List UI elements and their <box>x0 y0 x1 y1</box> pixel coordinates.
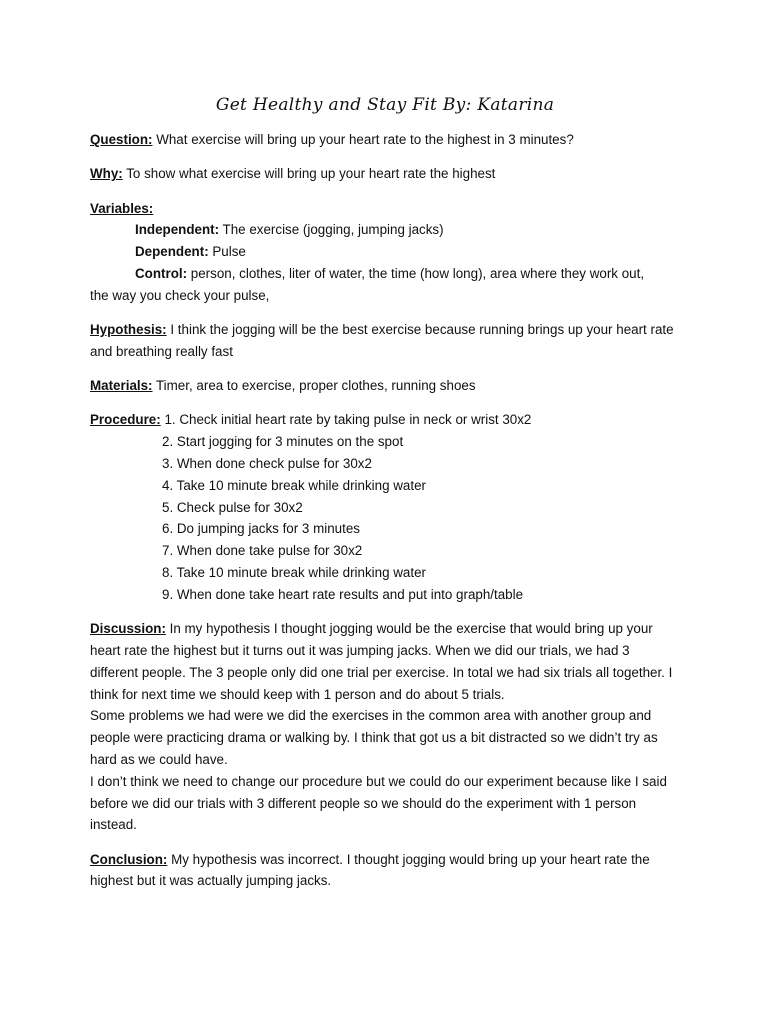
procedure-step-7: 7. When done take pulse for 30x2 <box>162 543 363 559</box>
control-variable <box>90 263 680 285</box>
discussion-label: Discussion: <box>90 621 166 637</box>
why-text: To show what exercise will bring up your heart rate the highest <box>122 166 496 182</box>
materials-label: Materials: <box>90 378 153 394</box>
question-label: Question: <box>90 132 153 147</box>
hypothesis-label: Hypothesis: <box>90 322 167 338</box>
why-label: Why: <box>90 166 123 182</box>
procedure-step-1: 1. Check initial heart rate by taking pulse in neck or wrist 30x2 <box>164 412 532 428</box>
conclusion-label: Conclusion: <box>90 851 168 867</box>
procedure-step-4: 4. Take 10 minute break while drinking water <box>162 477 426 493</box>
procedure-list <box>90 431 680 605</box>
procedure-step-9: 9. When done take heart rate results and put into graph/table <box>162 586 524 602</box>
discussion-text-1: In my hypothesis I thought jogging would be the exercise that would bring up your heart rate the highest but it turns out it was jumping jacks. When we did our trials, we had 3 different people. The 3 people only did one trial per exercise. In total we had six trials all together. I think for next time we should keep with 1 person and do about 5 trials. <box>90 621 673 702</box>
hypothesis-paragraph <box>90 319 680 363</box>
control-continuation: the way you check your pulse, <box>90 287 270 303</box>
question-paragraph <box>90 129 680 151</box>
procedure-label: Procedure: <box>90 412 161 428</box>
conclusion-text: My hypothesis was incorrect. I thought jogging would bring up your heart rate the highest but it was actually jumping jacks. <box>90 851 650 889</box>
control-text: person, clothes, liter of water, the time (how long), area where they work out, <box>187 265 645 281</box>
procedure-step-3: 3. When done check pulse for 30x2 <box>162 456 372 472</box>
question-text: What exercise will bring up your heart rate to the highest in 3 minutes? <box>152 132 574 147</box>
independent-variable <box>90 219 680 241</box>
materials-text: Timer, area to exercise, proper clothes, running shoes <box>152 378 476 394</box>
document-title: Get Healthy and Stay Fit By: Katarina <box>215 95 555 115</box>
dependent-variable <box>90 241 680 263</box>
conclusion-paragraph <box>90 849 680 893</box>
procedure-step-5: 5. Check pulse for 30x2 <box>162 499 303 515</box>
procedure-step-8: 8. Take 10 minute break while drinking water <box>162 565 426 581</box>
document-page <box>90 92 680 905</box>
procedure-step-2: 2. Start jogging for 3 minutes on the spot <box>162 434 404 450</box>
dependent-label: Dependent: <box>135 244 209 260</box>
discussion-paragraph-1 <box>90 618 680 705</box>
hypothesis-text: I think the jogging will be the best exercise because running brings up your heart rate and breathing really fast <box>90 322 674 359</box>
variables-label: Variables: <box>90 200 154 216</box>
procedure-step-6: 6. Do jumping jacks for 3 minutes <box>162 521 360 537</box>
procedure-section <box>90 409 680 605</box>
discussion-paragraph-2: Some problems we had were we did the exercises in the common area with another group and people were practicing drama or walking by. I think that got us a bit distracted so we didn’t try as hard as we could have. <box>90 708 658 767</box>
control-label: Control: <box>135 265 188 281</box>
discussion-paragraph-3: I don’t think we need to change our procedure but we could do our experiment because like I said before we did our trials with 3 different people so we should do the experiment with 1 person instead. <box>90 773 667 833</box>
independent-label: Independent: <box>135 222 220 238</box>
variables-section <box>90 198 680 307</box>
materials-paragraph <box>90 375 680 397</box>
why-paragraph <box>90 163 680 185</box>
discussion-section <box>90 618 680 836</box>
dependent-text: Pulse <box>208 244 246 260</box>
independent-text: The exercise (jogging, jumping jacks) <box>219 222 444 238</box>
